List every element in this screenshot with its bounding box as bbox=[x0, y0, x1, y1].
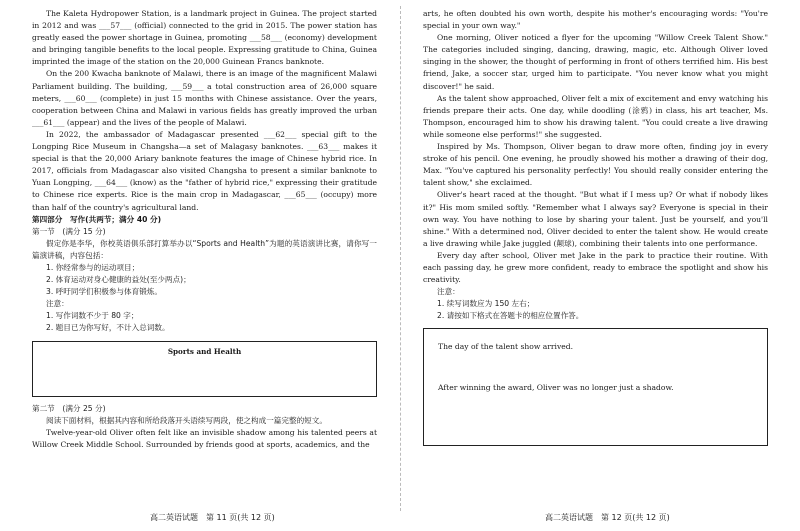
requirement-1: 1. 你经常参与的运动项目； bbox=[46, 262, 140, 272]
continuation-opening-1: The day of the talent show arrived. bbox=[438, 342, 574, 352]
passage-paragraph-2: On the 200 Kwacha banknote of Malawi, there is an image of the magnificent Malawi Parliament building. The building, ___59___ a total construction area of 26,000 square meters, ___60___ (complete) in just 15 months with Chinese assistance. Over the years, cooperation between China and Malawi in various fields has greatly improved the urban ___61___ (appear) and the lives of the people of Malawi. bbox=[32, 69, 377, 127]
section-two-heading: 第二节 (满分 25 分) bbox=[32, 403, 106, 413]
continuation-opening-2: After winning the award, Oliver was no longer just a shadow. bbox=[438, 382, 674, 392]
page-footer-11: 高二英语试题 第 11 页(共 12 页) bbox=[150, 513, 275, 522]
section-one-heading: 第一节 (满分 15 分) bbox=[32, 226, 106, 236]
part-four-heading: 第四部分 写作(共两节；满分 40 分) bbox=[32, 214, 162, 224]
note-heading-2: 注意： bbox=[437, 287, 460, 297]
writing-task-two: 阅读下面材料，根据其内容和所给段落开头语续写两段，使之构成一篇完整的短文。 bbox=[46, 415, 327, 425]
page-divider bbox=[400, 6, 401, 511]
writing-task-one: 假定你是李华，你校英语俱乐部打算举办以“Sports and Health”为题的英语演讲比赛，请你写一篇演讲稿，内容包括： bbox=[32, 238, 377, 260]
requirement-3: 3. 呼吁同学们积极参与体育锻炼。 bbox=[46, 287, 162, 297]
right-page bbox=[423, 8, 768, 446]
story-paragraph-2: One morning, Oliver noticed a flyer for the upcoming "Willow Creek Talent Show." The categories included singing, dancing, drawing, magic, etc. Although Oliver loved singing in the shower, the thought of performing in front of others terrified him. His best friend, Jake, a soccer star, urged him to participate. "You never know what you might discover!" he said. bbox=[423, 33, 768, 91]
requirement-2: 2. 体育运动对身心健康的益处(至少两点)； bbox=[46, 275, 191, 285]
story-paragraph-1-cont: arts, he often doubted his own worth, despite his mother's encouraging words: "You're special in your own way." bbox=[423, 9, 768, 31]
answer-box-sports[interactable] bbox=[32, 341, 377, 397]
note-1: 1. 写作词数不少于 80 字； bbox=[46, 311, 139, 321]
story-paragraph-6: Every day after school, Oliver met Jake in the park to practice their routine. With each passing day, he grew more confident, ready to embrace the spotlight and show his creativity. bbox=[423, 250, 768, 285]
passage-paragraph-3: In 2022, the ambassador of Madagascar presented ___62___ special gift to the Longping Rice Museum in Changsha—a set of Malagasy banknotes. ___63___ makes it special is that the 20,000 Ariary banknote features the image of Chinese hybrid rice. In 2017, officials from Madagascar also visited Changsha to present a similar banknote to Yuan Longping, ___64___ (know) as the "father of hybrid rice," expressing their gratitude to Chinese rice experts. Rice is the main crop in Madagascar, ___65___ (occupy) more than half of the country's agricultural land. bbox=[32, 129, 377, 212]
story-paragraph-5: Oliver's heart raced at the thought. "But what if I mess up? Or what if nobody likes it?" His mom smiled softly. "Remember what I always say? Everyone is special in their own way. You have nothing to lose by sharing your talent. Just be yourself, and you'll shine." With a determined nod, Oliver decided to enter the talent show. He would create a live drawing while Jake juggled (颠球), combining their talents into one performance. bbox=[423, 190, 768, 248]
note-heading: 注意： bbox=[46, 299, 69, 309]
passage-paragraph-1: The Kaleta Hydropower Station, is a landmark project in Guinea. The project started in 2012 and was ___57___ (official) connected to the grid in 2015. The power station has greatly eased the power shortage in Guinea, promoting ___58___ (economy) development and bringing tangible benefits to the local people. Expressing gratitude to China, Guinea imprinted the image of the station on the 20,000 Guinean Francs banknote. bbox=[32, 9, 377, 67]
answer-box-continuation[interactable] bbox=[423, 328, 768, 446]
note-2-2: 2. 请按如下格式在答题卡的相应位置作答。 bbox=[437, 311, 584, 321]
page-footer-12: 高二英语试题 第 12 页(共 12 页) bbox=[545, 513, 670, 522]
story-paragraph-1: Twelve-year-old Oliver often felt like an invisible shadow among his talented peers at Willow Creek Middle School. Surrounded by friends good at sports, academics, and the bbox=[32, 427, 377, 449]
note-2-1: 1. 续写词数应为 150 左右； bbox=[437, 299, 535, 309]
answer-box-title: Sports and Health bbox=[167, 346, 242, 356]
story-paragraph-3: As the talent show approached, Oliver felt a mix of excitement and envy watching his friends prepare their acts. One day, while doodling (涂鸦) in class, his art teacher, Ms. Thompson, encouraged him to show his drawing talent. "You could create a live drawing while someone else performs!" she suggested. bbox=[423, 93, 768, 139]
left-page bbox=[32, 8, 377, 451]
note-2: 2. 题目已为你写好，不计入总词数。 bbox=[46, 323, 170, 333]
story-paragraph-4: Inspired by Ms. Thompson, Oliver began to draw more often, finding joy in every stroke of his pencil. One evening, he proudly showed his mother a drawing of their dog, Max. "You've captured his personality perfectly! You should really consider entering the talent show," she exclaimed. bbox=[423, 142, 768, 188]
